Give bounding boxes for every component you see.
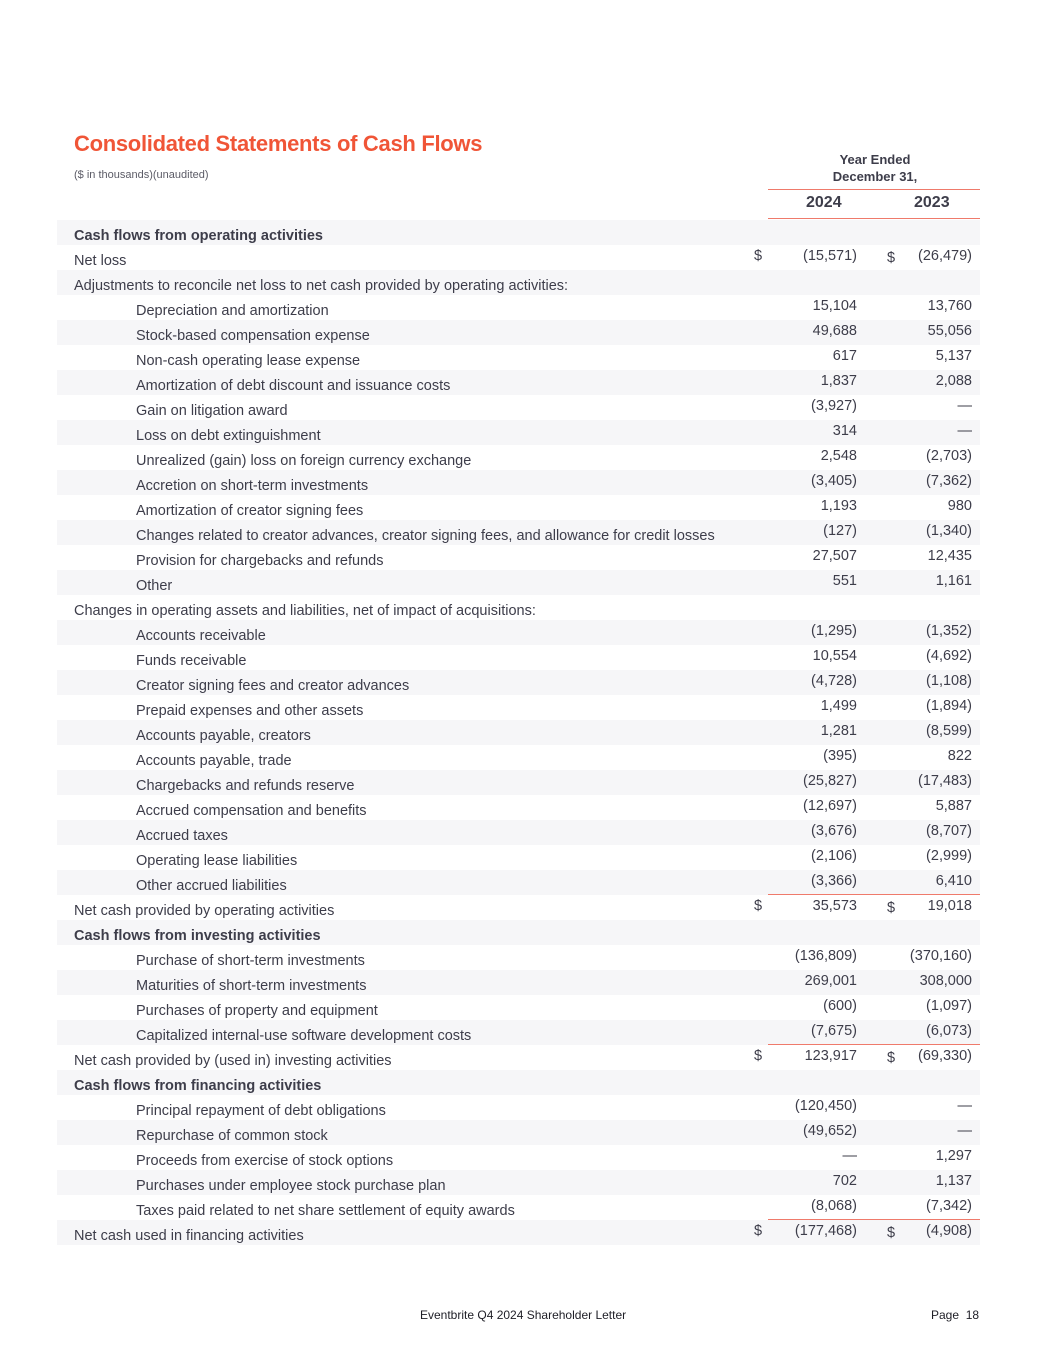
value-2024: (12,697)	[802, 798, 857, 814]
value-2023: (4,692)	[926, 648, 972, 664]
year-columns-header	[770, 194, 980, 216]
page-title: Consolidated Statements of Cash Flows	[74, 131, 483, 156]
table-row	[57, 645, 980, 670]
row-label: Principal repayment of debt obligations	[136, 1103, 386, 1119]
table-row	[57, 1145, 980, 1170]
row-label: Other accrued liabilities	[136, 878, 287, 894]
value-2024: (600)	[823, 998, 857, 1014]
table-row	[57, 845, 980, 870]
value-2024: (8,068)	[811, 1198, 857, 1214]
table-row	[57, 620, 980, 645]
table-row	[57, 745, 980, 770]
subheading-row	[57, 270, 980, 295]
table-row	[57, 420, 980, 445]
value-2024: 702	[832, 1173, 857, 1189]
row-label: Operating lease liabilities	[136, 853, 298, 869]
value-2024: (7,675)	[811, 1023, 857, 1039]
value-2024: (136,809)	[794, 948, 857, 964]
value-2023: (1,097)	[926, 998, 972, 1014]
period-line-2: December 31,	[832, 169, 918, 184]
table-row	[57, 1195, 980, 1220]
units-note: ($ in thousands)(unaudited)	[74, 169, 209, 181]
value-2024: 10,554	[812, 648, 857, 664]
row-label: Cash flows from operating activities	[74, 228, 323, 244]
table-row	[57, 795, 980, 820]
value-2023: —	[957, 398, 972, 414]
total-row	[57, 895, 980, 920]
table-row	[57, 545, 980, 570]
footer-document-title: Eventbrite Q4 2024 Shareholder Letter	[420, 1308, 627, 1322]
value-2023: (69,330)	[917, 1048, 972, 1064]
row-label: Funds receivable	[136, 653, 247, 669]
row-label: Accretion on short-term investments	[136, 478, 369, 494]
value-2024: 1,837	[820, 373, 857, 389]
row-label: Amortization of creator signing fees	[136, 503, 364, 519]
table-row	[57, 945, 980, 970]
value-2024: 269,001	[804, 973, 857, 989]
table-row	[57, 720, 980, 745]
value-2024: 35,573	[812, 898, 857, 914]
row-label: Loss on debt extinguishment	[136, 428, 321, 444]
value-2024: (120,450)	[794, 1098, 857, 1114]
value-2023: 308,000	[919, 973, 972, 989]
value-2024: 49,688	[812, 323, 857, 339]
value-2023: (17,483)	[917, 773, 972, 789]
table-row	[57, 820, 980, 845]
header-rule-bottom	[768, 218, 980, 219]
value-2024: 27,507	[812, 548, 857, 564]
row-label: Chargebacks and refunds reserve	[136, 778, 355, 794]
row-label: Accounts payable, trade	[136, 753, 292, 769]
value-2024: (1,295)	[811, 623, 857, 639]
value-2024: (15,571)	[802, 248, 857, 264]
value-2024: (49,652)	[802, 1123, 857, 1139]
value-2023: 13,760	[927, 298, 972, 314]
cash-flow-table	[57, 220, 980, 1245]
row-label: Accounts receivable	[136, 628, 266, 644]
value-2023: 2,088	[935, 373, 972, 389]
row-label: Changes related to creator advances, creator signing fees, and allowance for credit losses	[136, 528, 715, 544]
value-2023: —	[957, 1123, 972, 1139]
table-row	[57, 345, 980, 370]
value-2024: (25,827)	[802, 773, 857, 789]
value-2024: (3,676)	[811, 823, 857, 839]
row-label: Changes in operating assets and liabilities, net of impact of acquisitions:	[74, 603, 536, 619]
value-2023: 55,056	[927, 323, 972, 339]
section-header-row	[57, 220, 980, 245]
table-row	[57, 495, 980, 520]
value-2023: (7,342)	[926, 1198, 972, 1214]
value-2023: (1,894)	[926, 698, 972, 714]
table-row	[57, 995, 980, 1020]
currency-symbol-2024: $	[754, 248, 763, 264]
column-2023: 2023	[914, 194, 950, 211]
table-row	[57, 870, 980, 895]
value-2024: 15,104	[812, 298, 857, 314]
header-rule-top	[768, 189, 980, 190]
period-line-1: Year Ended	[839, 152, 911, 167]
value-2023: 19,018	[927, 898, 972, 914]
value-2023: 5,137	[935, 348, 972, 364]
currency-symbol-2023: $	[887, 250, 896, 266]
row-label: Provision for chargebacks and refunds	[136, 553, 384, 569]
value-2023: (7,362)	[926, 473, 972, 489]
value-2024: 2,548	[820, 448, 857, 464]
currency-symbol-2024: $	[754, 898, 763, 914]
value-2023: 5,887	[935, 798, 972, 814]
value-2024: (3,366)	[811, 873, 857, 889]
table-row	[57, 1095, 980, 1120]
subheading-row	[57, 595, 980, 620]
currency-symbol-2023: $	[887, 900, 896, 916]
value-2023: 1,137	[935, 1173, 972, 1189]
row-label: Taxes paid related to net share settlement of equity awards	[136, 1203, 515, 1219]
table-row	[57, 770, 980, 795]
row-label: Other	[136, 578, 173, 594]
value-2023: (8,599)	[926, 723, 972, 739]
section-header-row	[57, 1070, 980, 1095]
footer-page-number: Page 18	[931, 1308, 980, 1322]
value-2023: 1,161	[935, 573, 972, 589]
row-label: Gain on litigation award	[136, 403, 288, 419]
row-label: Adjustments to reconcile net loss to net cash provided by operating activities:	[74, 278, 569, 294]
value-2024: (395)	[823, 748, 857, 764]
row-label: Purchases under employee stock purchase plan	[136, 1178, 446, 1194]
value-2023: (2,999)	[926, 848, 972, 864]
value-2024: (3,927)	[811, 398, 857, 414]
row-label: Cash flows from investing activities	[74, 928, 321, 944]
row-label: Prepaid expenses and other assets	[136, 703, 364, 719]
row-label: Creator signing fees and creator advances	[136, 678, 410, 694]
table-row	[57, 1170, 980, 1195]
row-label: Amortization of debt discount and issuance costs	[136, 378, 451, 394]
value-2024: 1,281	[820, 723, 857, 739]
row-label: Maturities of short-term investments	[136, 978, 367, 994]
value-2023: (1,108)	[926, 673, 972, 689]
currency-symbol-2024: $	[754, 1223, 763, 1239]
value-2024: (177,468)	[794, 1223, 857, 1239]
value-2023: 12,435	[927, 548, 972, 564]
value-2024: 123,917	[804, 1048, 857, 1064]
column-2024: 2024	[806, 194, 842, 211]
value-2024: (4,728)	[811, 673, 857, 689]
total-row	[57, 1045, 980, 1070]
row-label: Stock-based compensation expense	[136, 328, 370, 344]
row-label: Accrued compensation and benefits	[136, 803, 367, 819]
row-label: Non-cash operating lease expense	[136, 353, 361, 369]
value-2024: 617	[832, 348, 857, 364]
table-row	[57, 445, 980, 470]
value-2023: 1,297	[935, 1148, 972, 1164]
currency-symbol-2023: $	[887, 1050, 896, 1066]
value-2024: 314	[832, 423, 857, 439]
table-row	[57, 670, 980, 695]
row-label: Net cash provided by operating activities	[74, 903, 335, 919]
table-row	[57, 1120, 980, 1145]
table-row	[57, 295, 980, 320]
table-row	[57, 520, 980, 545]
total-row	[57, 1220, 980, 1245]
value-2023: (6,073)	[926, 1023, 972, 1039]
table-row	[57, 370, 980, 395]
table-row	[57, 395, 980, 420]
value-2023: —	[957, 1098, 972, 1114]
value-2023: 6,410	[935, 873, 972, 889]
value-2024: (2,106)	[811, 848, 857, 864]
value-2023: (2,703)	[926, 448, 972, 464]
value-2024: —	[842, 1148, 857, 1164]
value-2023: (1,340)	[926, 523, 972, 539]
value-2023: (26,479)	[917, 248, 972, 264]
row-label: Cash flows from financing activities	[74, 1078, 322, 1094]
table-row	[57, 695, 980, 720]
value-2024: 551	[832, 573, 857, 589]
value-2023: (8,707)	[926, 823, 972, 839]
row-label: Depreciation and amortization	[136, 303, 329, 319]
value-2023: (370,160)	[909, 948, 972, 964]
row-label: Accrued taxes	[136, 828, 228, 844]
table-row	[57, 245, 980, 270]
value-2024: (3,405)	[811, 473, 857, 489]
table-row	[57, 470, 980, 495]
row-label: Net loss	[74, 253, 127, 269]
row-label: Net cash used in financing activities	[74, 1228, 304, 1244]
period-header	[770, 151, 980, 185]
value-2023: (1,352)	[926, 623, 972, 639]
row-label: Unrealized (gain) loss on foreign currency exchange	[136, 453, 472, 469]
row-label: Accounts payable, creators	[136, 728, 311, 744]
table-row	[57, 570, 980, 595]
row-label: Purchases of property and equipment	[136, 1003, 378, 1019]
value-2024: 1,499	[820, 698, 857, 714]
value-2023: (4,908)	[926, 1223, 972, 1239]
row-label: Repurchase of common stock	[136, 1128, 328, 1144]
table-row	[57, 320, 980, 345]
section-header-row	[57, 920, 980, 945]
row-label: Purchase of short-term investments	[136, 953, 365, 969]
row-label: Proceeds from exercise of stock options	[136, 1153, 394, 1169]
table-row	[57, 1020, 980, 1045]
value-2023: 822	[947, 748, 972, 764]
value-2024: 1,193	[820, 498, 857, 514]
table-row	[57, 970, 980, 995]
currency-symbol-2023: $	[887, 1225, 896, 1241]
value-2023: —	[957, 423, 972, 439]
currency-symbol-2024: $	[754, 1048, 763, 1064]
value-2023: 980	[947, 498, 972, 514]
value-2024: (127)	[823, 523, 857, 539]
row-label: Net cash provided by (used in) investing activities	[74, 1053, 392, 1069]
row-label: Capitalized internal-use software development costs	[136, 1028, 472, 1044]
